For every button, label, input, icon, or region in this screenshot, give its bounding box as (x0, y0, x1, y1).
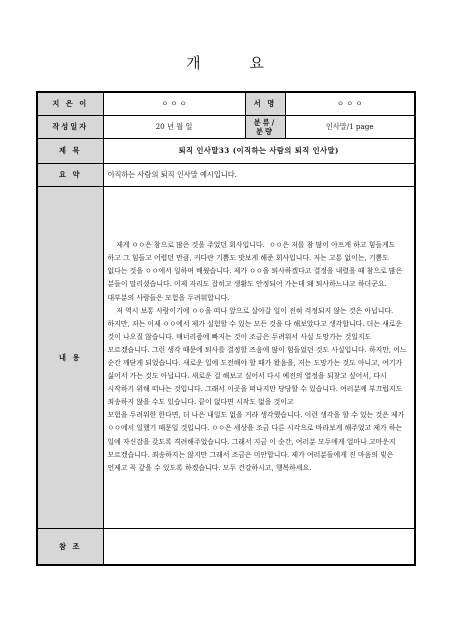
subject-value: 퇴직 인사말33 (이직하는 사람의 퇴직 인사말) (103, 138, 415, 163)
summary-row (37, 163, 415, 186)
reference-value (103, 528, 415, 565)
category-label: 분류/분량 (245, 115, 285, 138)
author-label: 지 은 이 (37, 92, 103, 115)
reference-label: 참 조 (37, 528, 103, 565)
page-title: 개 요 (186, 54, 286, 72)
date-row (37, 115, 415, 138)
reference-row (37, 528, 415, 565)
signature-value: ㅇ ㅇ ㅇ (285, 92, 415, 115)
content-paragraph: 저 역시 보통 사람이기에 ㅇㅇ을 떠나 앞으로 살아갈 일이 전혀 걱정되지 않는 것은 아닙니다. 하지만, 저는 이제 ㅇㅇ에서 제가 실험할 수 있는 모든 것을 다 해보았다고 생각합니다. 더는 새로운 것이 나오질 않습니다. 매너리즘에 빠지는 것이 조금은 두려워서 사실 도망가는 것일지도 모르겠습니다. 그런 생각 때문에 퇴사를 결정할 즈음에 많이 힘들었던 것도 사실입니다. 하지만, 어느 순간 깨닫게 되었습니다. 새로운 일에 도전해야 할 때가 왔음을, 저는 도망가는 것도 아니고, 여기가 싫어서 가는 것도 아닙니다. 새로운 걸 해보고 싶어서 다시 예전의 열정을 되찾고 싶어서, 다시 시작하기 위해 떠나는 것입니다. 그래서 이곳을 떠나지만 당당할 수 있습니다. 여러분께 부끄럽지도 죄송하지 않을 수도 있습니다. 끝이 없다면 시작도 없을 것이고 (107, 306, 409, 407)
document-form-table (36, 91, 416, 566)
author-value: ㅇ ㅇ ㅇ (103, 92, 245, 115)
subject-label: 제 목 (37, 138, 103, 163)
date-value: 20 년 월 일 (103, 115, 245, 138)
content-paragraph: 제게 ㅇㅇ은 참으로 많은 것을 주었던 회사입니다. ㅇㅇ은 저를 참 많이 아프게 하고 힘들게도 하고 그 힘들고 어렵던 만큼, 커다란 기쁨도 맛보게 해준 회사입니다. 저는 고통 없이는, 기쁨도 없다는 것을 ㅇㅇ에서 일하며 배웠습니다. 제가 ㅇㅇ을 퇴사하겠다고 결정을 내렸을 때 참으로 많은 분들이 말리셨습니다. 이제 자리도 잡히고 생활도 안정되어 가는데 왜 퇴사하느냐고 하더군요. 대부분의 사람들은 모험을 두려워합니다. (107, 241, 405, 302)
content-row (37, 186, 415, 528)
content-label: 내 용 (37, 186, 103, 528)
category-value: 인사말/1 page (285, 115, 415, 138)
subject-row (37, 138, 415, 163)
content-body (103, 186, 415, 528)
summary-value: 이직하는 사람의 퇴직 인사말 예시입니다. (103, 163, 415, 186)
author-row (37, 92, 415, 115)
signature-label: 서 명 (245, 92, 285, 115)
date-label: 작성일자 (37, 115, 103, 138)
summary-label: 요 약 (37, 163, 103, 186)
content-paragraph: 모험을 두려워한 한다면, 더 나은 내일도 없을 거라 생각했습니다. 이런 생각을 할 수 있는 것은 제가 ㅇㅇ에서 일했기 때문일 것입니다. ㅇㅇ은 세상을 조금 다른 시각으로 바라보게 해주었고 제가 하는 일에 자신감을 갖도록 격려해주었습니다. 그래서 지금 이 순간, 여러분 모두에게 얼마나 고마운지 모르겠습니다. 죄송하지는 않지만 그래서 조금은 미안합니다. 제가 여러분들에게 진 마음의 빚은 언제고 꼭 갚을 수 있도록 하겠습니다. 모두 건강하시고, 행복하세요. (107, 411, 407, 472)
